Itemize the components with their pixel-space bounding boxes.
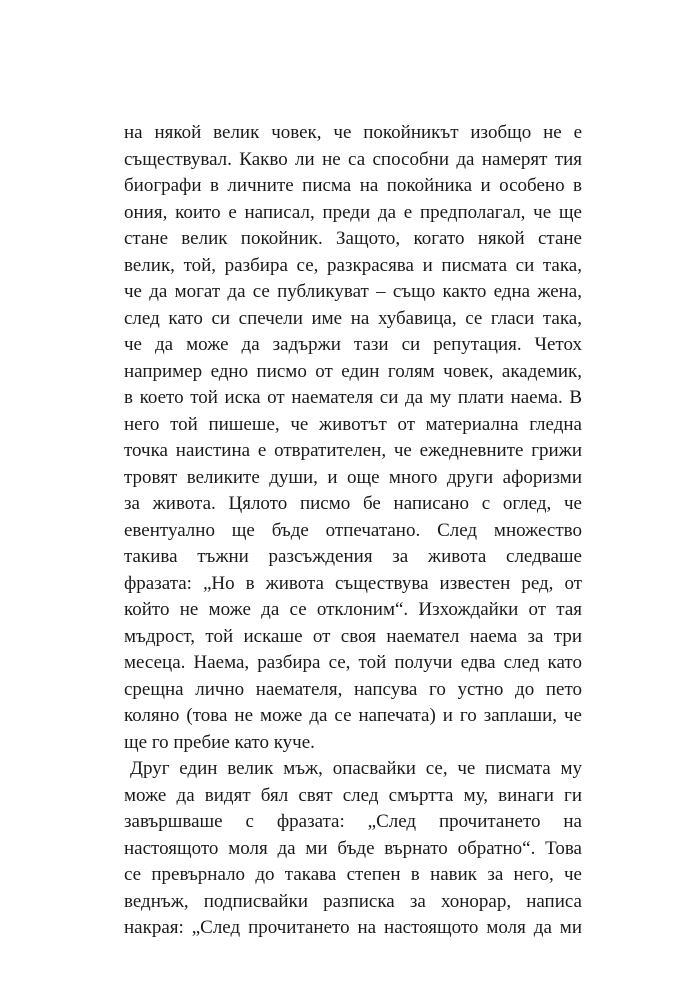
text-line: такива тъжни разсъждения за живота следваше	[124, 546, 582, 567]
text-line: Друг един велик мъж, опасвайки се, че писмата му	[130, 758, 582, 779]
paragraph-1	[124, 120, 582, 756]
text-line: месеца. Наема, разбира се, той получи едва след като	[124, 652, 582, 673]
text-line: ония, които е написал, преди да е предполагал, че ще	[124, 201, 582, 223]
text-line: фразата: „Но в живота съществува известен ред, от	[124, 572, 582, 594]
text-line: него той пишеше, че животът от материална гледна	[124, 413, 582, 435]
text-line: който не може да се отклоним“. Изхождайки от тая	[124, 599, 582, 620]
text-line: след като си спечели име на хубавица, се гласи така,	[124, 307, 582, 329]
text-line: биографи в личните писма на покойника и особено в	[124, 175, 582, 196]
text-line: в което той иска от наемателя си да му плати наема. В	[124, 387, 582, 408]
text-line: че да може да задържи тази си репутация. Четох	[124, 334, 582, 355]
text-line: точка наистина е отвратителен, че ежедневните грижи	[124, 440, 582, 461]
text-line: срещна лично наемателя, напсува го устно до пето	[124, 678, 582, 700]
text-line: тровят великите души, и още много други афоризми	[124, 466, 582, 488]
page-body-text	[124, 120, 582, 942]
text-line: коляно (това не може да се напечата) и го заплаши, че	[124, 705, 582, 726]
text-line: настоящото моля да ми бъде върнато обратно“. Това	[124, 837, 582, 859]
text-line: мъдрост, той искаше от своя наемател наема за три	[124, 625, 582, 647]
text-line: на някой велик човек, че покойникът изобщо не е	[124, 122, 582, 143]
text-line: стане велик покойник. Защото, когато някой стане	[124, 228, 582, 249]
text-line: за живота. Цялото писмо бе написано с оглед, че	[124, 493, 582, 514]
text-line: накрая: „След прочитането на настоящото моля да ми	[124, 917, 582, 938]
paragraph-2	[124, 756, 582, 942]
text-line: се превърнало до такава степен в навик за него, че	[124, 864, 582, 885]
text-line: може да видят бял свят след смъртта му, винаги ги	[124, 784, 582, 806]
text-line: например едно писмо от един голям човек, академик,	[124, 360, 582, 382]
text-line: съществувал. Какво ли не са способни да намерят тия	[124, 148, 582, 170]
text-line: ще го пребие като куче.	[124, 731, 315, 753]
text-line: че да могат да се публикуват – също както една жена,	[124, 281, 582, 302]
text-line: веднъж, подписвайки разписка за хонорар, написа	[124, 890, 582, 912]
text-line: евентуално ще бъде отпечатано. След множество	[124, 519, 582, 541]
text-line: завършваше с фразата: „След прочитането на	[124, 811, 582, 832]
text-line: велик, той, разбира се, разкрасява и писмата си така,	[124, 254, 582, 276]
